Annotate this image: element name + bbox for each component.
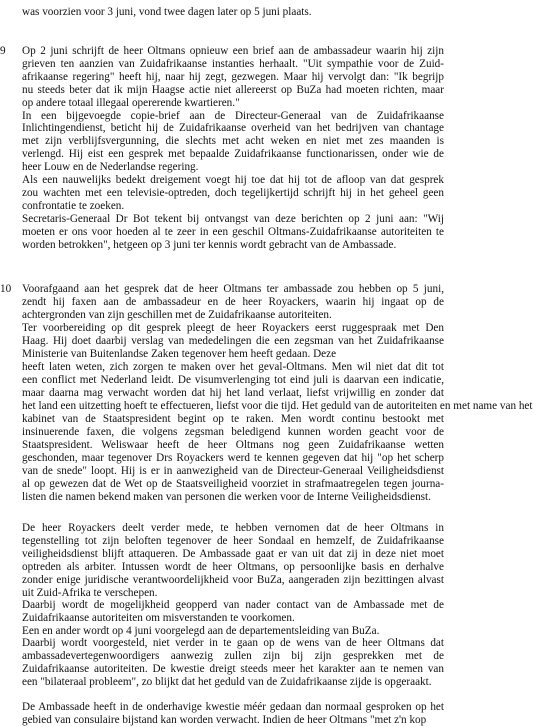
text-line: heer Louw en de Nederlandse regering. <box>22 161 199 173</box>
text-line: al op gewezen dat de Wet op de Staatsveiligheid voorziet in strafmaatregelen tegen journa- <box>22 478 444 490</box>
text-line: In een bijgevoegde copie-brief aan de Directeur-Generaal van de Zuidafrikaanse <box>22 110 444 122</box>
text-line: Daarbij wordt de mogelijkheid geopperd van nader contact van de Ambassade met de <box>22 599 444 611</box>
text-line: ambassadevertegenwoordigers aanwezig zullen zijn bij zijn gesprekken met de <box>22 650 444 662</box>
text-line: De heer Royackers deelt verder mede, te hebben vernomen dat de heer Oltmans in <box>22 522 444 534</box>
text-line: Zuidafrikaanse autoriteiten om misverstanden te voorkomen. <box>22 612 295 624</box>
text-line: een "bilateraal probleem", zo blijkt dat het geduld van de Zuidafrikaanse zijde is opgeraakt. <box>22 676 432 688</box>
text-line: Staatspresident. Weliswaar heeft de heer Oltmans nog geen Zuidafrikaanse wetten <box>22 439 444 451</box>
text-line: maar daarna mag verwacht worden dat hij het land verlaat, liefst vrijwillig en zonder dat <box>22 387 444 399</box>
text-line: Ministerie van Buitenlandse Zaken tegenover hem heeft gedaan. Deze <box>22 348 337 360</box>
text-line: uit Zuid-Afrika te verschepen. <box>22 587 158 599</box>
text-line: was voorzien voor 3 juni, vond twee dagen later op 5 juni plaats. <box>22 6 312 18</box>
text-line: Daarbij wordt voorgesteld, niet verder in te gaan op de wens van de heer Oltmans dat <box>22 637 444 649</box>
text-line: insinuerende faxen, die volgens zegsman beledigend kunnen worden geacht voor de <box>22 426 444 438</box>
text-line: kabinet van de Staatspresident begint op te raken. Men wordt continu bestookt met <box>22 413 444 425</box>
text-line: zou wachten met een televisie-optreden, doch tegelijkertijd schrijft hij in het geheel geen <box>22 187 444 199</box>
text-line: Zuidafrikaanse autoriteiten. De kwestie dreigt steeds meer het karakter aan te nemen van <box>22 663 444 675</box>
text-line: zendt hij faxen aan de ambassadeur en de heer Royackers, waarin hij ingaat op de <box>22 296 444 308</box>
text-line: Een en ander wordt op 4 juni voorgelegd aan de departementsleiding van BuZa. <box>22 625 380 637</box>
text-line: van de snede" loopt. Hij is er in aanwezigheid van de Directeur-Generaal Veiligheidsdienst <box>22 465 444 477</box>
text-line: met zijn verblijfsvergunning, die slechts met acht weken en niet met zes maanden is <box>22 135 444 147</box>
text-line: Secretaris-Generaal Dr Bot tekent bij ontvangst van deze berichten op 2 juni aan: "Wij <box>22 213 444 225</box>
text-line: Haag. Hij doet daarbij verslag van mededelingen die een zegsman van het Zuidafrikaanse <box>22 335 444 347</box>
text-line: worden betrokken", hetgeen op 3 juni ter kennis wordt gebracht van de Ambassade. <box>22 239 397 251</box>
text-line: Als een nauwelijks bedekt dreigement voegt hij toe dat hij tot de afloop van dat gesprek <box>22 174 444 186</box>
text-line: De Ambassade heeft in de onderhavige kwestie méér gedaan dan normaal gesproken op het <box>22 701 444 713</box>
paragraph-number: 10 <box>0 283 12 295</box>
text-line: afrikaanse regering" heeft hij, naar hij zegt, gezwegen. Maar hij vervolgt dan: "Ik begrijp <box>22 71 444 83</box>
text-line: geschonden, maar tegenover Drs Royackers werd te kennen gegeven dat hij "op het scherp <box>22 452 444 464</box>
text-line: moeten er ons voor hoeden al te zeer in een geschil Oltmans-Zuidafrikaanse autoriteiten te <box>22 226 444 238</box>
text-line: het land een uitzetting hoeft te effectueren, liefst voor die tijd. Het geduld van de autoriteiten en met name van het <box>22 400 533 412</box>
text-line: een conflict met Nederland leidt. De visumverlenging tot eind juli is daarvan een indicatie, <box>22 374 444 386</box>
text-line: heeft laten weten, zich zorgen te maken over het geval-Oltmans. Men wil niet dat dit tot <box>22 361 444 373</box>
text-line: Inlichtingendienst, beticht hij de Zuidafrikaanse overheid van het bedrijven van chantage <box>22 122 444 134</box>
text-line: op andere totaal illegaal opererende kwartieren." <box>22 97 240 109</box>
text-line: Voorafgaand aan het gesprek dat de heer Oltmans ter ambassade zou hebben op 5 juni, <box>22 283 444 295</box>
text-line: achtergronden van zijn geschillen met de Zuidafrikaanse autoriteiten. <box>22 309 332 321</box>
text-line: confrontatie te zoeken. <box>22 200 125 212</box>
text-line: optreden als arbiter. Intussen wordt de heer Oltmans, op persoonlijke basis en derhalve <box>22 561 444 573</box>
text-line: gebied van consulaire bijstand kan worden verwacht. Indien de heer Oltmans "met z'n kop <box>22 714 427 726</box>
paragraph-number: 9 <box>0 45 6 57</box>
text-line: nu steeds beter dat ik mijn Haagse actie niet allereerst op BuZa had moeten richten, maar <box>22 84 444 96</box>
text-line: veiligheidsdienst blijft attaqueren. De Ambassade gaat er van uit dat zij in deze niet moet <box>22 548 444 560</box>
text-line: listen die namen bekend maken van personen die werken voor de Interne Veiligheidsdienst. <box>22 491 431 503</box>
text-line: tegenstelling tot zijn beloften tegenover de heer Sondaal en hemzelf, de Zuidafrikaanse <box>22 535 444 547</box>
text-line: grieven ten aanzien van Zuidafrikaanse instanties herhaalt. "Uit sympathie voor de Zuid- <box>22 58 444 70</box>
text-line: Ter voorbereiding op dit gesprek pleegt de heer Royackers eerst ruggespraak met Den <box>22 322 444 334</box>
text-line: verlengd. Hij eist een gesprek met bepaalde Zuidafrikaanse functionarissen, onder wie de <box>22 148 444 160</box>
text-line: zonder enige juridische verantwoordelijkheid voor BuZa, aangeraden zijn bezittingen alvast <box>22 574 444 586</box>
text-line: Op 2 juni schrijft de heer Oltmans opnieuw een brief aan de ambassadeur waarin hij zijn <box>22 45 444 57</box>
